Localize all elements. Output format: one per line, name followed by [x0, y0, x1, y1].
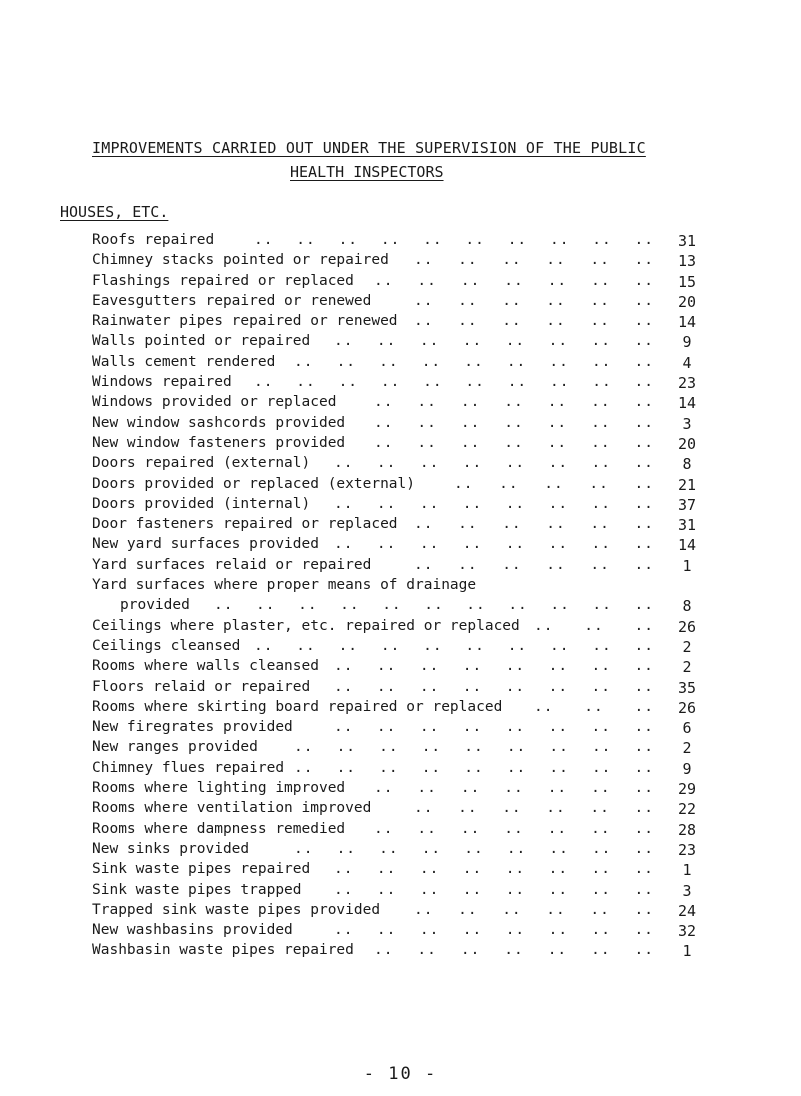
item-label: Rooms where ventilation improved [92, 800, 372, 817]
list-item [92, 922, 712, 942]
list-item [92, 800, 712, 820]
item-count: 8 [682, 455, 692, 474]
item-count: 37 [677, 495, 697, 514]
dot-leader: .. .. .. .. .. .. [414, 252, 654, 269]
dot-leader: .. .. .. .. .. .. .. [374, 394, 654, 411]
item-label: Trapped sink waste pipes provided [92, 901, 381, 918]
item-count: 15 [677, 272, 697, 291]
list-item [92, 679, 712, 699]
item-count: 24 [677, 901, 697, 920]
item-count: 14 [677, 394, 697, 413]
dot-leader: .. .. .. .. .. .. .. .. .. .. .. [214, 597, 654, 614]
item-count: 9 [682, 333, 692, 352]
dot-leader: .. .. .. .. .. .. .. [374, 942, 654, 959]
dot-leader: .. .. .. .. .. .. .. .. [334, 495, 654, 512]
item-count: 8 [682, 597, 692, 616]
item-label: New window sashcords provided [92, 414, 346, 431]
item-count: 29 [677, 780, 697, 799]
item-count: 1 [682, 861, 692, 880]
item-label: Washbasin waste pipes repaired [92, 942, 354, 959]
dot-leader: .. .. .. .. .. .. .. .. .. [294, 759, 654, 776]
list-item [92, 435, 712, 455]
item-label: Windows provided or replaced [92, 394, 337, 411]
item-label: Rooms where dampness remedied [92, 820, 346, 837]
item-label: Rooms where lighting improved [92, 780, 346, 797]
item-count: 26 [677, 617, 697, 636]
item-label: Doors provided or replaced (external) [92, 475, 416, 492]
item-count: 2 [682, 658, 692, 677]
item-count: 31 [677, 232, 697, 250]
page-number: - 10 - [363, 1064, 438, 1084]
dot-leader: .. .. .. [534, 698, 654, 715]
dot-leader: .. .. .. .. .. .. [414, 516, 654, 533]
list-item [92, 374, 712, 394]
item-label: Door fasteners repaired or replaced [92, 516, 398, 533]
improvements-list [92, 232, 712, 963]
dot-leader: .. .. .. .. .. .. .. .. [334, 536, 654, 553]
dot-leader: .. .. .. .. .. .. [414, 800, 654, 817]
dot-leader: .. .. .. .. .. .. .. [374, 434, 654, 451]
item-label: Walls pointed or repaired [92, 333, 311, 350]
list-item [92, 699, 712, 719]
dot-leader: .. .. .. .. .. .. .. [374, 272, 654, 289]
item-count: 35 [677, 678, 697, 697]
item-count: 31 [677, 516, 697, 535]
list-item [92, 597, 712, 617]
item-label: Ceilings where plaster, etc. repaired or replaced [92, 617, 520, 634]
item-count: 9 [682, 759, 692, 778]
document-subtitle: HEALTH INSPECTORS [290, 163, 444, 181]
list-item [92, 333, 712, 353]
item-count: 22 [677, 800, 697, 819]
dot-leader: .. .. .. .. .. .. [414, 292, 654, 309]
item-count: 23 [677, 374, 697, 393]
item-label: Windows repaired [92, 374, 232, 391]
dot-leader: .. .. .. .. .. .. .. .. .. .. [254, 232, 654, 248]
list-item [92, 496, 712, 516]
item-label: Ceilings cleansed [92, 637, 241, 654]
item-count: 3 [682, 414, 692, 433]
list-item [92, 252, 712, 272]
item-count: 1 [682, 556, 692, 575]
item-count: 14 [677, 313, 697, 332]
list-item [92, 293, 712, 313]
dot-leader: .. .. .. .. .. .. .. [374, 414, 654, 431]
dot-leader: .. .. .. .. .. .. [414, 901, 654, 918]
list-item [92, 313, 712, 333]
item-label: New ranges provided [92, 739, 258, 756]
dot-leader: .. .. .. .. .. .. .. .. [334, 658, 654, 675]
list-item [92, 415, 712, 435]
list-item [92, 760, 712, 780]
list-item [92, 354, 712, 374]
list-item [92, 618, 712, 638]
list-item [92, 516, 712, 536]
item-count: 2 [682, 739, 692, 758]
item-label: Chimney stacks pointed or repaired [92, 252, 389, 269]
item-label: New washbasins provided [92, 922, 293, 939]
item-label: Sink waste pipes repaired [92, 861, 311, 878]
dot-leader: .. .. .. .. .. .. .. .. .. [294, 353, 654, 370]
item-label: Chimney flues repaired [92, 759, 285, 776]
list-item [92, 638, 712, 658]
dot-leader: .. .. .. .. .. .. .. [374, 820, 654, 837]
item-count: 6 [682, 719, 692, 738]
dot-leader: .. .. .. .. .. .. .. .. [334, 881, 654, 898]
item-label: Doors provided (internal) [92, 495, 311, 512]
list-item [92, 739, 712, 759]
dot-leader: .. .. .. .. .. .. [414, 313, 654, 330]
item-count: 23 [677, 840, 697, 859]
dot-leader: .. .. .. .. .. .. .. .. [334, 719, 654, 736]
item-count: 3 [682, 881, 692, 900]
dot-leader: .. .. .. .. .. .. .. .. .. .. [254, 374, 654, 391]
item-label: Rainwater pipes repaired or renewed [92, 313, 398, 330]
item-label: New yard surfaces provided [92, 536, 319, 553]
list-item [92, 882, 712, 902]
dot-leader: .. .. .. .. .. .. .. .. [334, 861, 654, 878]
item-label: Flashings repaired or replaced [92, 272, 354, 289]
dot-leader: .. .. .. .. .. .. .. .. .. [294, 840, 654, 857]
item-count: 13 [677, 252, 697, 271]
item-count: 20 [677, 292, 697, 311]
list-item [92, 780, 712, 800]
list-item [92, 942, 712, 962]
dot-leader: .. .. .. .. .. .. .. [374, 780, 654, 797]
item-label: New window fasteners provided [92, 434, 346, 451]
list-item [92, 658, 712, 678]
item-count: 1 [682, 942, 692, 961]
list-item [92, 536, 712, 556]
item-label: Roofs repaired [92, 232, 215, 248]
item-label: Floors relaid or repaired [92, 678, 311, 695]
list-item [92, 841, 712, 861]
list-item [92, 232, 712, 252]
item-count: 4 [682, 353, 692, 372]
list-item [92, 273, 712, 293]
document-title: IMPROVEMENTS CARRIED OUT UNDER THE SUPERVISION OF THE PUBLIC [92, 139, 646, 157]
list-item [92, 394, 712, 414]
item-count: 26 [677, 698, 697, 717]
dot-leader: .. .. .. [534, 617, 654, 634]
item-label: Eavesgutters repaired or renewed [92, 292, 372, 309]
list-item [92, 557, 712, 577]
item-label: Walls cement rendered [92, 353, 276, 370]
dot-leader: .. .. .. .. .. [454, 475, 654, 492]
item-count: 32 [677, 922, 697, 941]
list-item [92, 455, 712, 475]
item-count: 20 [677, 434, 697, 453]
item-count: 14 [677, 536, 697, 555]
dot-leader: .. .. .. .. .. .. [414, 556, 654, 573]
list-item [92, 577, 712, 597]
item-label: Doors repaired (external) [92, 455, 311, 472]
item-label: Sink waste pipes trapped [92, 881, 302, 898]
item-label: Yard surfaces where proper means of drainage [92, 577, 477, 594]
item-label: New firegrates provided [92, 719, 293, 736]
item-label: Yard surfaces relaid or repaired [92, 556, 372, 573]
list-item [92, 902, 712, 922]
list-item [92, 476, 712, 496]
dot-leader: .. .. .. .. .. .. .. .. [334, 678, 654, 695]
list-item [92, 861, 712, 881]
list-item [92, 821, 712, 841]
item-label: Rooms where walls cleansed [92, 658, 319, 675]
dot-leader: .. .. .. .. .. .. .. .. [334, 333, 654, 350]
dot-leader: .. .. .. .. .. .. .. .. [334, 455, 654, 472]
item-label: New sinks provided [92, 840, 250, 857]
list-item [92, 719, 712, 739]
item-label: Rooms where skirting board repaired or replaced [92, 698, 503, 715]
item-count: 2 [682, 637, 692, 656]
section-heading: HOUSES, ETC. [60, 203, 169, 221]
dot-leader: .. .. .. .. .. .. .. .. .. .. [254, 637, 654, 654]
dot-leader: .. .. .. .. .. .. .. .. [334, 922, 654, 939]
item-label: provided [120, 597, 190, 614]
item-count: 28 [677, 820, 697, 839]
dot-leader: .. .. .. .. .. .. .. .. .. [294, 739, 654, 756]
item-count: 21 [677, 475, 697, 494]
